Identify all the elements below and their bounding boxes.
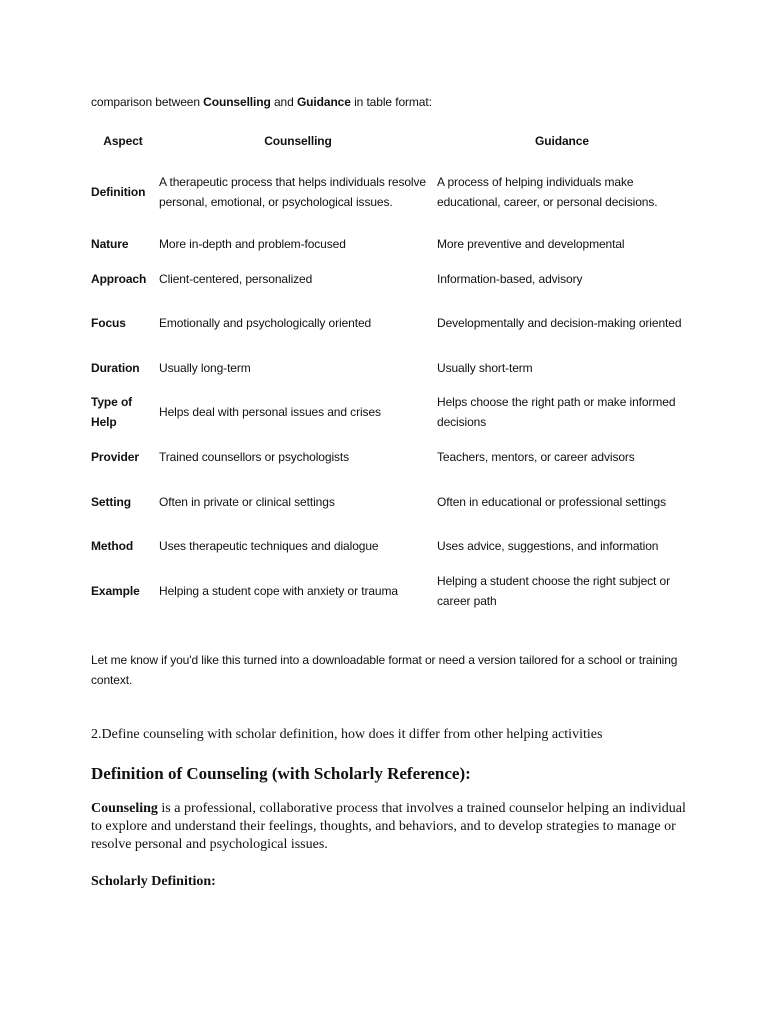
row-guidance: Often in educational or professional settings [437,494,666,509]
definition-paragraph [91,800,691,854]
row-guidance: Helps choose the right path or make informed decisions [437,395,676,429]
header-guidance: Guidance [535,134,589,148]
row-guidance: Usually short-term [437,361,533,375]
row-aspect: Duration [91,361,140,375]
row-counselling: Client-centered, personalized [159,271,313,286]
header-counselling: Counselling [264,134,332,148]
row-guidance: A process of helping individuals make educational, career, or personal decisions. [437,175,658,209]
table-header-row [87,124,687,158]
row-counselling: Often in private or clinical settings [159,494,335,509]
row-aspect: Method [91,539,134,553]
row-counselling: Uses therapeutic techniques and dialogue [159,539,379,553]
row-counselling: Helps deal with personal issues and crises [159,405,381,419]
row-guidance: Uses advice, suggestions, and information [437,539,659,553]
row-aspect: Nature [91,236,129,251]
intro-term-counselling: Counselling [203,95,271,109]
row-aspect: Approach [91,271,147,286]
table-row [87,261,687,296]
intro-prefix: comparison between [91,95,204,109]
intro-middle: and [270,95,297,109]
table-row [87,226,687,261]
row-aspect: Focus [91,316,126,330]
comparison-table [87,124,687,617]
closing-note: Let me know if you'd like this turned into a downloadable format or need a version tailored for a school or training context. [91,653,678,687]
row-aspect: Provider [91,449,139,464]
row-guidance: More preventive and developmental [437,236,625,251]
table-row [87,438,687,475]
row-counselling: Usually long-term [159,361,251,375]
row-counselling: Helping a student cope with anxiety or trauma [159,583,398,598]
intro-term-guidance: Guidance [296,95,351,109]
row-aspect: Example [91,583,140,598]
row-aspect: Setting [91,494,131,509]
intro-suffix: in table format: [350,95,432,109]
table-row [87,475,687,528]
row-guidance: Developmentally and decision-making oriented [437,316,682,330]
row-counselling: More in-depth and problem-focused [159,236,346,251]
definition-term: Counseling [91,801,158,816]
table-row [87,350,687,386]
row-counselling: Emotionally and psychologically oriented [159,316,372,330]
row-aspect: Definition [91,185,146,199]
table-row [87,564,687,617]
header-aspect: Aspect [103,134,143,148]
row-guidance: Teachers, mentors, or career advisors [437,449,635,464]
row-counselling: A therapeutic process that helps individuals resolve personal, emotional, or psychological issues. [159,175,426,209]
question-text: 2.Define counseling with scholar definition, how does it differ from other helping activities [91,727,603,742]
table-row [87,158,687,226]
definition-text: is a professional, collaborative process that involves a trained counselor helping an individual to explore and understand their feelings, thoughts, and behaviors, and to develop strategies to manage or resolve personal and psychological issues. [91,801,686,852]
row-counselling: Trained counsellors or psychologists [159,449,350,464]
table-intro [91,93,432,111]
row-guidance: Information-based, advisory [437,271,583,286]
section-heading: Definition of Counseling (with Scholarly Reference): [91,764,471,783]
table-row [87,386,687,438]
table-row [87,296,687,350]
scholarly-definition-heading: Scholarly Definition: [91,874,216,889]
table-row [87,528,687,564]
row-aspect: Type of Help [91,395,133,429]
row-guidance: Helping a student choose the right subject or career path [437,573,670,608]
